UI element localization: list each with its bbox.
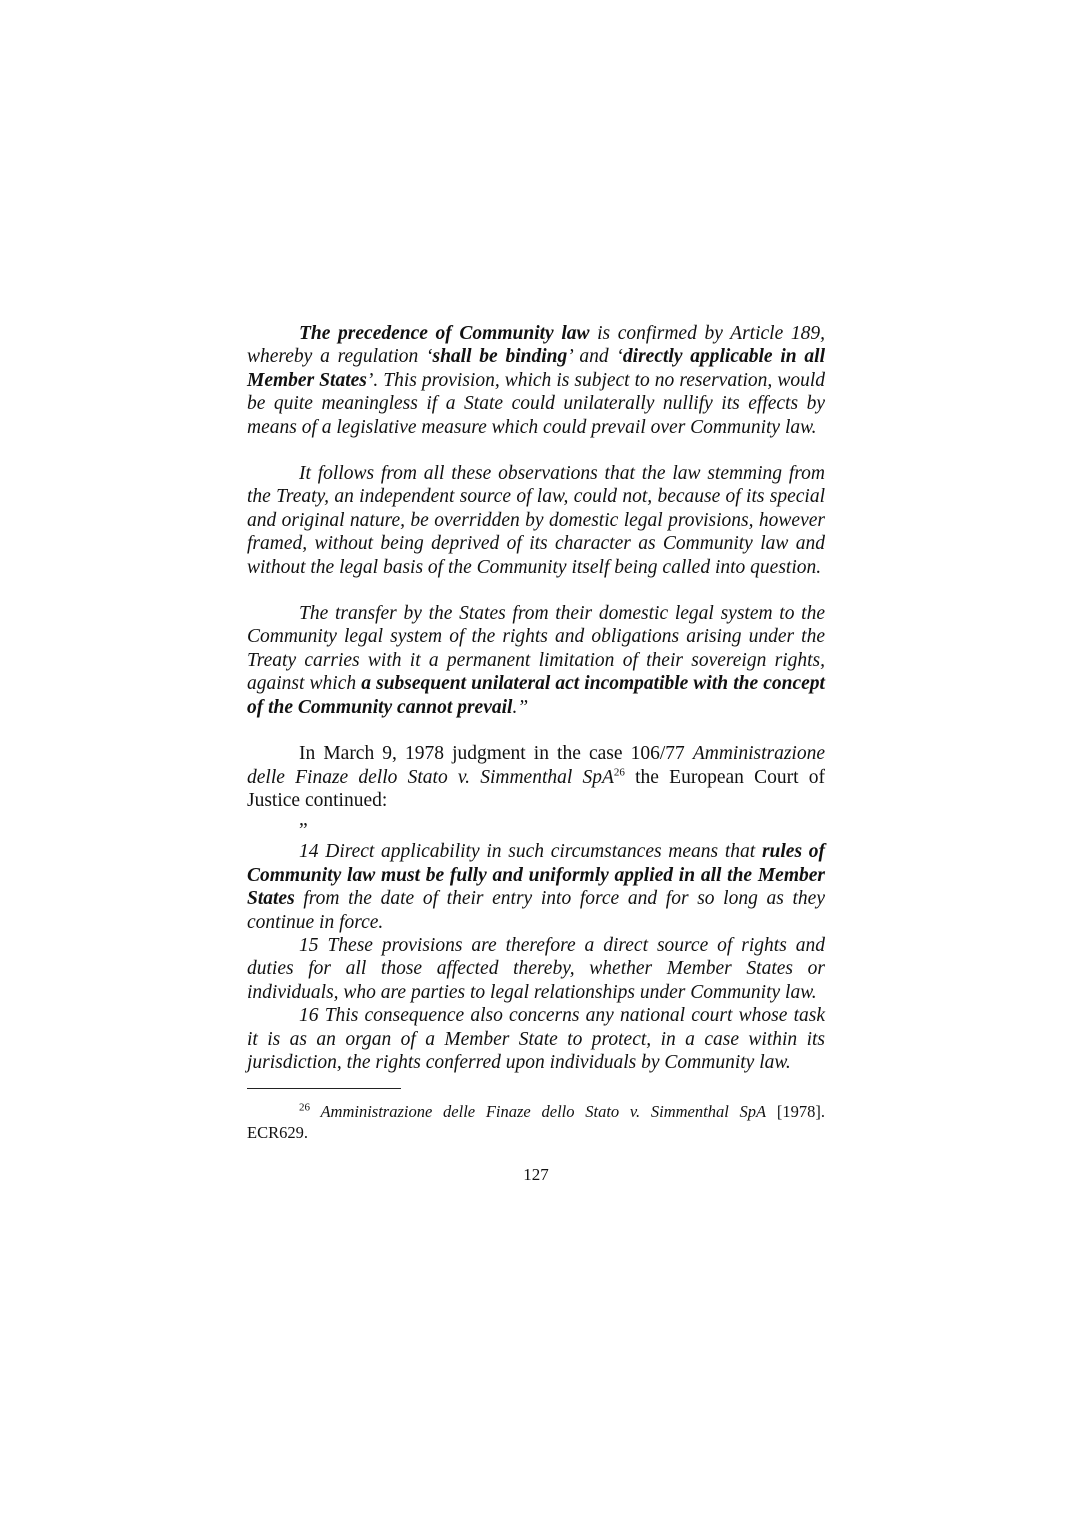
text-span: ’. This provision, which is subject to no reservation, would be quite meaningless if a State could unilaterally nullify its effects by means of a legislative measure which could prevail over Community law. bbox=[247, 369, 825, 438]
text-span: The transfer by the States from their domestic legal system to the Community legal system of the rights and obligations arising under the Treaty carries with it a permanent limitation of their sovereign rights, against which bbox=[247, 603, 825, 695]
footnote-case-name: Amministrazione delle Finaze dello Stato v. Simmenthal SpA bbox=[310, 1102, 767, 1122]
paragraph-transfer bbox=[247, 602, 825, 719]
paragraph-gap bbox=[247, 719, 825, 742]
text-span: 14 Direct applicability in such circumstances means that bbox=[299, 841, 762, 863]
open-quote-mark: ” bbox=[299, 820, 308, 842]
text-span: from the date of their entry into force and for so long as they continue in force. bbox=[247, 888, 825, 933]
paragraph-gap bbox=[247, 579, 825, 602]
text-span: ’ and ‘ bbox=[567, 346, 623, 368]
footnote-divider bbox=[247, 1088, 401, 1089]
footnote bbox=[247, 1101, 825, 1143]
emphasis-subsequent-act: a subsequent unilateral act incompatible with the concept of the Community cannot prevail bbox=[247, 673, 825, 718]
paragraph-precedence bbox=[247, 322, 825, 439]
emphasis-precedence: The precedence of Community law bbox=[299, 323, 590, 344]
emphasis-rules: rules of Community law must be fully and uniformly applied in all the Member States bbox=[247, 841, 826, 910]
page-body bbox=[247, 322, 825, 1185]
paragraph-gap bbox=[247, 812, 825, 824]
text-span: .” bbox=[512, 696, 529, 718]
paragraph-gap bbox=[247, 439, 825, 462]
footnote-ref: 26 bbox=[613, 766, 625, 778]
case-name: Amministrazione delle Finaze dello Stato v. Simmenthal SpA bbox=[247, 743, 825, 788]
paragraph-observations: It follows from all these observations that the law stemming from the Treaty, an independent source of law, could not, because of its special and original nature, be overridden by domestic legal provisions, however framed, without being deprived of its character as Community law and without the legal basis of the Community itself being called into question. bbox=[247, 463, 825, 578]
emphasis-directly-applicable: directly applicable in all Member States bbox=[247, 346, 826, 391]
paragraph-15: 15 These provisions are therefore a direct source of rights and duties for all those affected thereby, whether Member States or individuals, who are parties to legal relationships under Community law. bbox=[247, 934, 825, 1003]
text-span: [1978]. ECR629. bbox=[247, 1102, 825, 1143]
text-span: is confirmed by Article 189, whereby a regulation ‘ bbox=[247, 323, 825, 368]
text-span: the European Court of Justice continued: bbox=[247, 766, 825, 811]
emphasis-shall-be-binding: shall be binding bbox=[432, 346, 568, 368]
paragraph-simmenthal-intro bbox=[247, 742, 825, 812]
footnote-number: 26 bbox=[299, 1101, 310, 1114]
paragraph-16: 16 This consequence also concerns any national court whose task it is as an organ of a Member State to protect, in a case within its jurisdiction, the rights conferred upon individuals by Community law. bbox=[247, 1005, 825, 1073]
paragraph-14 bbox=[247, 840, 825, 934]
text-span: In March 9, 1978 judgment in the case 106/77 bbox=[299, 743, 693, 765]
page-number: 127 bbox=[523, 1165, 549, 1185]
